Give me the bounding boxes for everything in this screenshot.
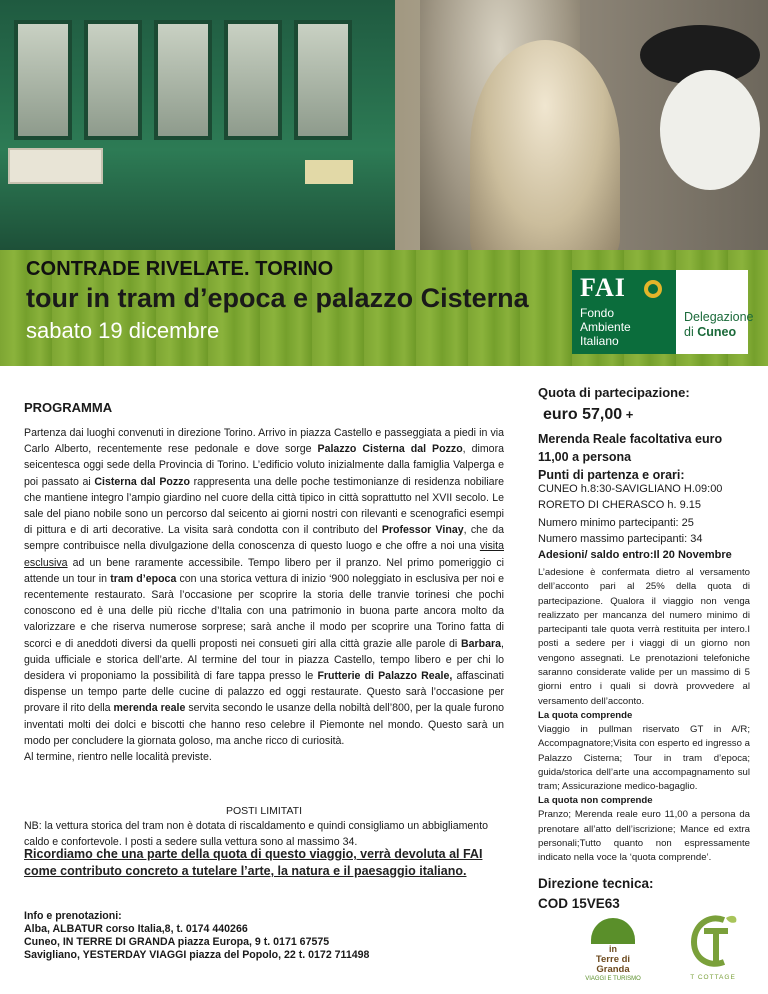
fai-wordmark: FAI	[580, 273, 626, 302]
max-participants: Numero massimo partecipanti: 34	[538, 532, 703, 545]
quota-price	[543, 406, 750, 424]
terre-di-granda-logo	[585, 918, 641, 984]
orari-line: CUNEO h.8:30-SAVIGLIANO H.09:00	[538, 483, 723, 495]
text-run: , che da sempre contribuisce nella divulgazione della conoscenza di questo luogo e che offre a noi una	[24, 524, 504, 553]
page-title: tour in tram d’epoca e palazzo Cisterna	[26, 283, 529, 313]
adesioni-deadline: Adesioni/ saldo entro:Il 20 Novembre	[538, 549, 732, 561]
text-run: ad un bene raramente accessibile. Tempo libero per il pranzo. Nel primo pomeriggio ci attende un tour in	[24, 556, 504, 585]
programma-section	[24, 400, 504, 961]
fai-sub-line: Ambiente	[580, 320, 631, 334]
terre-hill-icon	[591, 918, 635, 944]
fai-subtitle	[580, 306, 631, 348]
fai-sub-line: Italiano	[580, 334, 619, 348]
text-bold: Palazzo Cisterna dal Pozzo	[317, 443, 463, 456]
merenda-note: Merenda Reale facoltativa euro 11,00 a persona	[538, 432, 723, 464]
fai-sub-line: Fondo	[580, 306, 615, 320]
comprende-text: Viaggio in pullman riservato GT in A/R; Accompagnatore;Visita con esperto ed ingresso a Palazzo Cisterna; Tour in tram d’epoca; guida/storica dell’arte una accompagnamento sul tram; Assicurazione medico-bagaglio.	[538, 723, 750, 793]
direzione-label: Direzione tecnica:	[538, 876, 654, 891]
white-feather	[660, 70, 760, 190]
quota-section	[538, 385, 750, 866]
non-comprende-text: Pranzo; Merenda reale euro 11,00 a persona da prenotare all’atto dell’iscrizione; Mance ed extra personali;Tutto quanto non espressamente indicato nella voce la ‘quota comprende’.	[538, 809, 750, 864]
delegation-prefix: di	[684, 325, 698, 339]
info-prenotazioni	[24, 910, 504, 962]
tram-window	[294, 20, 352, 140]
conferma-text: L’adesione è confermata dietro al versamento dell’acconto pari al 25% della quota di partecipazione. Qualora il viaggio non venga realizzato per mancanza del numero minimo di partecipanti tale quota verrà restituita per intero.I posti a sedere per i viaggi di un giorno non vengono assegnati. Le prenotazioni telefoniche saranno considerate valide per un massimo di 5 giorni entro i quali si dovrà provvedere al versamento dell’acconto.	[538, 567, 750, 707]
orari-line: RORETO DI CHERASCO h. 9.15	[538, 498, 702, 511]
direzione-code: COD 15VE63	[538, 896, 620, 911]
event-date: sabato 19 dicembre	[26, 318, 220, 343]
text-bold: tram d’epoca	[110, 572, 177, 585]
info-line: Alba, ALBATUR corso Italia,8, t. 0174 440266	[24, 923, 248, 935]
header-photo	[0, 0, 768, 250]
non-comprende-heading: La quota non comprende	[538, 795, 653, 807]
text-run: , guida ufficiale e storica dell’arte. Al termine del tour in piazza Castello, tempo libero e per chi lo desidera vi proponiamo la possibilità di fare tappa presso le	[24, 637, 504, 683]
nb-note: NB: la vettura storica del tram non è dotata di riscaldamento e quindi consigliamo un abbigliamento caldo e confortevole. I posti a sedere sulla vettura sono al massimo 34.	[24, 820, 489, 848]
price-plus: +	[622, 407, 634, 422]
min-participants: Numero minimo partecipanti: 25	[538, 517, 694, 529]
terre-logo-top: in	[609, 944, 617, 954]
tram-image	[0, 0, 395, 250]
punti-heading: Punti di partenza e orari:	[538, 468, 685, 482]
text-run: affascinati dispense un tempo parte delle cucine di palazzo ed oggi restaurate. Questo sarà l’occasione per provare il rito della	[24, 670, 504, 715]
fai-contribution-note: Ricordiamo che una parte della quota di questo viaggio, verrà devoluta al FAI come contributo concreto a tutelare l’arte, la natura e il paesaggio italiano.	[24, 847, 483, 878]
t-cottage-logo	[680, 912, 746, 986]
text-bold: Barbara	[461, 637, 502, 650]
tram-sign	[8, 148, 103, 184]
text-run: con una storica vettura di inizio ‘900 noleggiato in esclusiva per noi e recentemente restaurato. Sarà l’occasione per scoprire la storia delle tranvie torinesi che pochi conoscono ed è una delle più ricche d’Italia con una patrimonio in buona parte ancora molto da valorizzare e che riserva numerose sorprese; sarà anche il modo per scoprire una Torino fatta di scorci e di aneddoti diversi da quelli proposti nei consueti giri alla città grazie alle parole di	[24, 572, 504, 650]
text-run: servita secondo le usanze della nobiltà dell’800, per la quale furono inventati molti dei dolci e biscotti che hanno reso celebre il Piemonte nel mondo. Questo sarà un modo per concludere la giornata goloso, ma anche ricco di curiosità.	[24, 702, 504, 747]
info-line: Cuneo, IN TERRE DI GRANDA piazza Europa, 9 t. 0171 67575	[24, 936, 330, 948]
comprende-heading: La quota comprende	[538, 709, 633, 721]
t-cottage-mark-icon	[686, 912, 740, 970]
text-run: Al termine, rientro nelle località previste.	[24, 751, 212, 764]
fai-logo-block	[572, 270, 676, 354]
tram-window	[224, 20, 282, 140]
direzione-tecnica	[538, 874, 654, 914]
info-line: Savigliano, YESTERDAY VIAGGI piazza del Popolo, 22 t. 0172 711498	[24, 949, 370, 961]
tram-window	[14, 20, 72, 140]
text-bold: merenda reale	[113, 702, 186, 715]
t-cottage-label: T COTTAGE	[690, 974, 736, 981]
costumed-lady	[470, 40, 620, 250]
text-underline: visita esclusiva	[24, 540, 504, 569]
terre-logo-sub: VIAGGI E TURISMO	[585, 976, 641, 982]
text-bold: Professor Vinay	[381, 524, 464, 537]
programma-text	[24, 425, 504, 765]
fai-logo	[572, 270, 754, 354]
fai-flower-icon	[644, 280, 662, 298]
tram-window	[84, 20, 142, 140]
price-value: euro 57,00	[543, 406, 623, 423]
delegation-city: Cuneo	[697, 325, 737, 339]
delegation-line: Delegazione	[684, 310, 754, 324]
tram-number-plate	[305, 160, 353, 184]
text-run: rappresenta una delle poche testimonianze di residenza nobiliare che mantiene integro l’ampio giardino nel cuore della città tipico in città soprattutto nel XVII secolo. Le sale del piano nobile sono un percorso dal seicento ai giorni nostri con rilevanti e scenografici esempi di pittura e di arti decorative. La visita sarà condotta con il contributo del	[24, 475, 504, 537]
text-run: Partenza dai luoghi convenuti in direzione Torino. Arrivo in piazza Castello e passeggiata a piedi in via Carlo Alberto, recentemente rese pedonale e dove sorge	[24, 427, 504, 456]
text-run: , dimora seicentesca oggi sede della Provincia di Torino. L’edificio voluto inizialmente dalla famiglia Valperga e poi passato ai	[24, 443, 504, 488]
programma-heading: PROGRAMMA	[24, 400, 113, 415]
posti-limitati: POSTI LIMITATI	[225, 805, 303, 817]
text-bold: Frutterie di Palazzo Reale,	[317, 670, 453, 683]
delegation-label	[684, 310, 754, 340]
text-bold: Cisterna dal Pozzo	[94, 475, 190, 488]
terre-logo-main: Terre di Granda	[595, 954, 631, 975]
quota-label: Quota di partecipazione:	[538, 385, 690, 400]
info-heading: Info e prenotazioni:	[24, 910, 122, 922]
delegation-city-line	[684, 325, 754, 340]
kicker: CONTRADE RIVELATE. TORINO	[26, 258, 334, 280]
tram-window	[154, 20, 212, 140]
